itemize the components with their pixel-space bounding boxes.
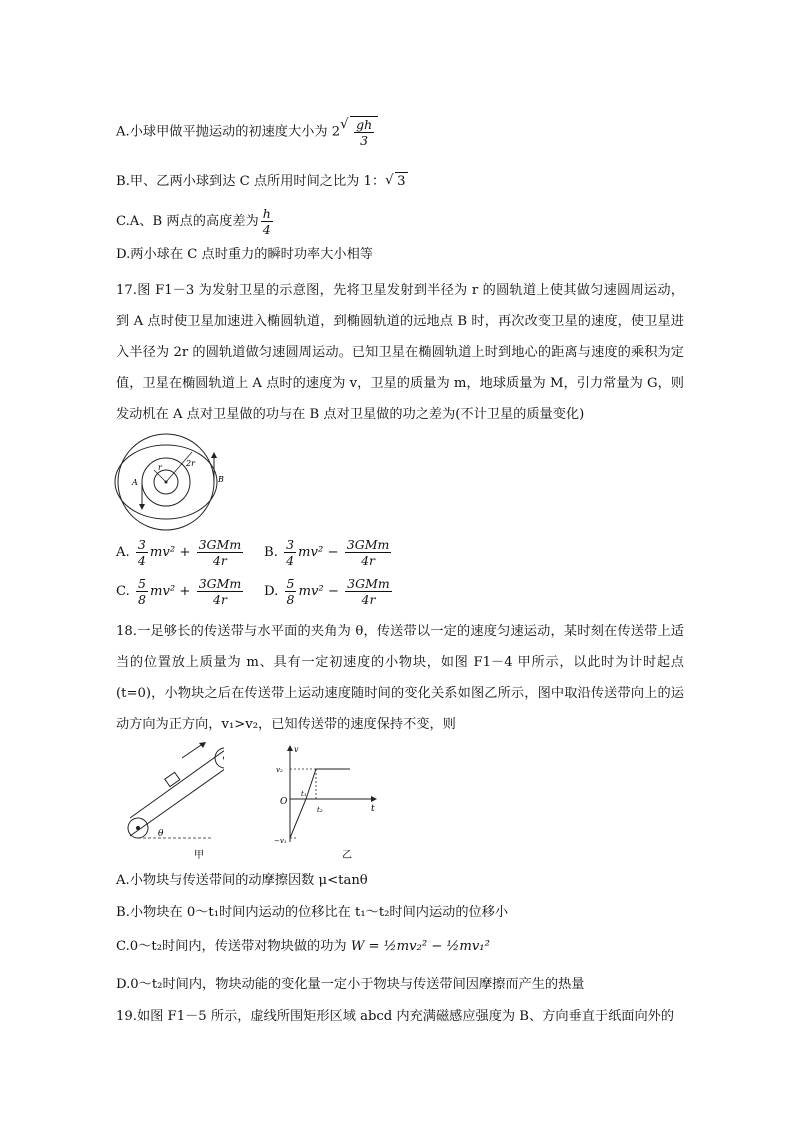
svg-text:v: v: [294, 745, 299, 754]
q16-option-d: D.两小球在 C 点时重力的瞬时功率大小相等: [116, 247, 373, 262]
q18-option-d: D.0～t₂时间内，物块动能的变化量一定小于物块与传送带间因摩擦而产生的热量: [116, 977, 585, 992]
q18-option-b: B.小物块在 0～t₁时间内运动的位移比在 t₁～t₂时间内运动的位移小: [116, 905, 509, 920]
q17-option-a: A. $\frac{3}{4}$ mv² + $\frac{\text{3GMm}}{4r}$: [116, 537, 242, 568]
svg-text:t₂: t₂: [317, 806, 323, 814]
q17-stem: 17.图 F1－3 为发射卫星的示意图，先将卫星发射到半径为 r 的圆轨道上使其做匀速圆周运动，到 A 点时使卫星加速进入椭圆轨道，到椭圆轨道的远地点 B 时，再次改变卫星的速度，使卫星进入半径为 2r 的圆轨道做匀速圆周运动。已知卫星在椭圆轨道上时到地心的距离与速度的乘积为定值，卫星在椭圆轨道上 A 点时的速度为 v，卫星的质量为 m，地球质量为 M，引力常量为 G，则发动机在 A 点对卫星做的功与在 B 点对卫星做的功之差为(不计卫星的质量变化): [116, 283, 684, 422]
fig-yi-label: 乙: [342, 850, 352, 860]
svg-text:−v₁: −v₁: [274, 837, 287, 845]
q19-stem: 19.如图 F1－5 所示，虚线所围矩形区域 abcd 内充满磁感应强度为 B、方向垂直于纸面向外的: [116, 1009, 675, 1024]
q17-option-d: D. $\frac{5}{8}$ mv² − $\frac{\text{3GMm}}{4r}$: [264, 576, 390, 607]
belt-direction-arrow: [182, 743, 204, 758]
q17-option-c: C. $\frac{5}{8}$ mv² + $\frac{\text{3GMm}}{4r}$: [116, 576, 242, 607]
svg-text:v₂: v₂: [276, 766, 283, 774]
q16-option-b: B.甲、乙两小球到达 C 点所用时间之比为 1： √ 3: [116, 173, 406, 189]
q16-option-a: A.小球甲做平抛运动的初速度大小为 2 √ $\frac{gh}{3}$: [116, 116, 378, 148]
q18-work-formula: W = ½mv₂² − ½mv₁²: [350, 939, 490, 954]
label-b: B: [218, 475, 224, 484]
vt-curve: [290, 769, 350, 838]
theta-label: θ: [158, 829, 164, 839]
upper-pulley: [215, 748, 224, 768]
svg-text:t: t: [371, 804, 375, 814]
q18-stem: 18.一足够长的传送带与水平面的夹角为 θ，传送带以一定的速度匀速运动，某时刻在传送带上适当的位置放上质量为 m、具有一定初速度的小物块，如图 F1－4 甲所示，以此时为计时起点(t=0)，小物块之后在传送带上运动速度随时间的变化关系如图乙所示，图中取沿传送带向上的运动方向为正方向，v₁>v₂，已知传送带的速度保持不变，则: [116, 624, 684, 732]
fig-jia-label: 甲: [194, 850, 204, 860]
svg-text:t₁: t₁: [301, 790, 307, 798]
label-r: r: [158, 463, 162, 472]
sqrt-gh-over-3: √ $\frac{gh}{3}$: [340, 116, 378, 148]
q18-conveyor-figure-jia: [124, 742, 224, 860]
svg-text:O: O: [280, 797, 288, 807]
label-a: A: [132, 478, 138, 487]
q18-vt-graph-yi: [274, 742, 386, 860]
q18-option-c: C.0～t₂时间内，传送带对物块做的功为 W = ½mv₂² − ½mv₁²: [116, 939, 490, 954]
q16-option-c: C.A、B 两点的高度差为 $\frac{h}{4}$: [116, 206, 271, 237]
q17-option-b: B. $\frac{3}{4}$ mv² − $\frac{\text{3GMm}}{4r}$: [264, 537, 390, 568]
q17-orbit-figure: [114, 432, 236, 536]
label-2r: 2r: [186, 459, 195, 468]
q18-option-a: A.小物块与传送带间的动摩擦因数 μ<tanθ: [116, 873, 368, 888]
